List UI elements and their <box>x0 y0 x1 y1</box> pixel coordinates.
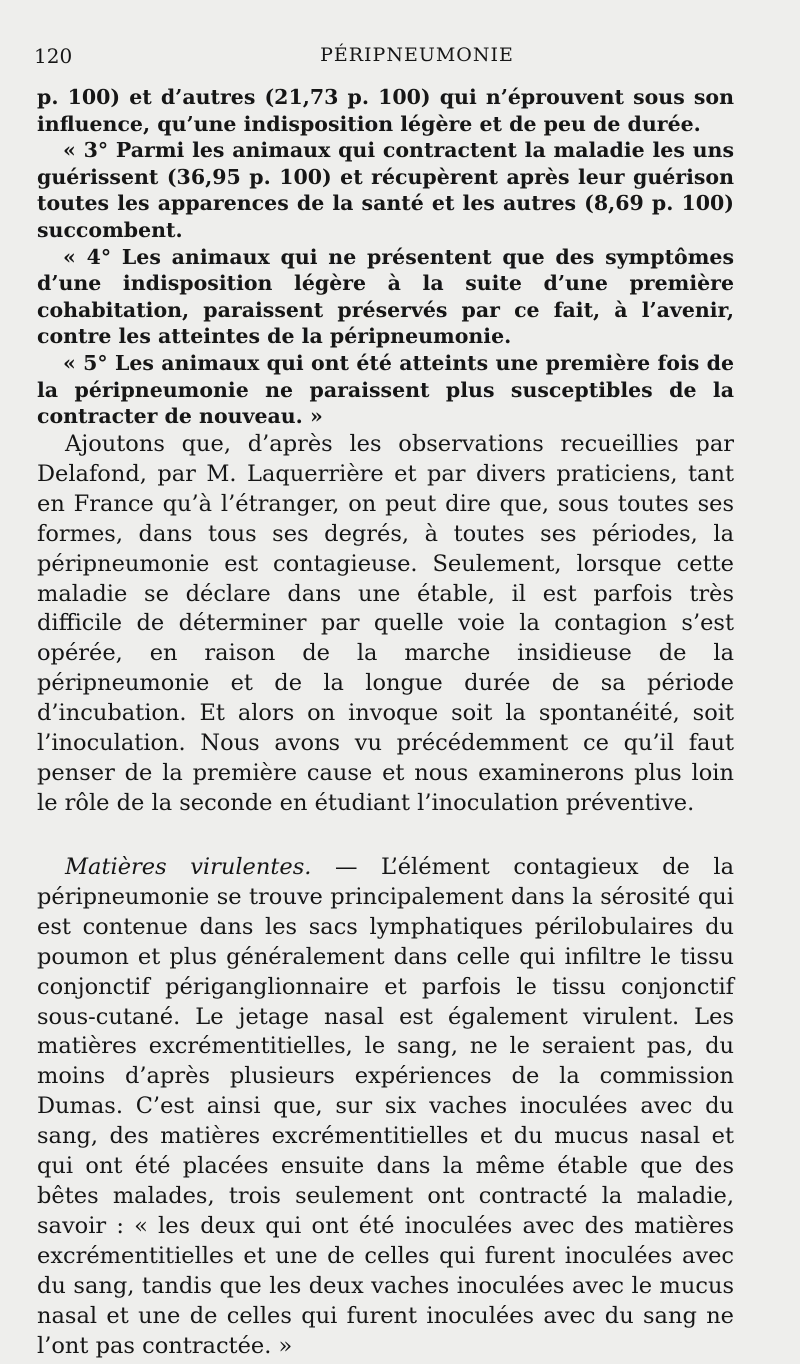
quoted-item-3: « 3° Parmi les animaux qui contractent la maladie les uns guérissent (36,95 p. 100) et récupèrent après leur guérison toutes les apparences de la santé et les autres (8,69 p. 100) succombent. <box>37 138 734 242</box>
section-text: — L’élément contagieux de la péripneumonie se trouve principalement dans la sérosité qui est contenue dans les sacs lymphatiques périlobulaires du poumon et plus généralement dans celle qui infiltre le tissu conjonctif périganglionnaire et parfois le tissu conjonctif sous-cutané. Le jetage nasal est également virulent. Les matières excrémentitielles, le sang, ne le seraient pas, du moins d’après plusieurs expériences de la commission Dumas. C’est ainsi que, sur six vaches inoculées avec du sang, des matières excrémentitielles et du mucus nasal et qui ont été placées ensuite dans la même étable que des bêtes malades, trois seulement ont contracté la maladie, savoir : « les deux qui ont été inoculées avec des matières excrémentitielles et une de celles qui furent inoculées avec du sang, tandis que les deux vaches inoculées avec le mucus nasal et une de celles qui furent inoculées avec du sang ne l’ont pas contractée. » <box>37 854 734 1359</box>
quoted-item-5: « 5° Les animaux qui ont été atteints une première fois de la péripneumonie ne paraissent plus susceptibles de la contracter de nouveau. » <box>37 350 734 429</box>
quoted-findings <box>37 84 734 430</box>
section-heading: Matières virulentes. <box>65 854 312 880</box>
contagion-paragraph <box>37 430 734 819</box>
virulent-matter-section <box>37 853 734 1361</box>
running-head <box>34 44 760 76</box>
quoted-item-4: « 4° Les animaux qui ne présentent que des symptômes d’une indisposition légère à la suite d’une première cohabitation, paraissent préservés par ce fait, à l’avenir, contre les atteintes de la péripneumonie. <box>37 244 734 349</box>
quoted-item-continuation: p. 100) et d’autres (21,73 p. 100) qui n’éprouvent sous son influence, qu’une indisposition légère et de peu de durée. <box>37 85 734 136</box>
page-number: 120 <box>34 44 73 68</box>
body-paragraph: Ajoutons que, d’après les observations recueillies par Delafond, par M. Laquerrière et par divers praticiens, tant en France qu’à l’étranger, on peut dire que, sous toutes ses formes, dans tous ses degrés, à toutes ses périodes, la péripneumonie est contagieuse. Seulement, lorsque cette maladie se déclare dans une étable, il est parfois très difficile de déterminer par quelle voie la contagion s’est opérée, en raison de la marche insidieuse de la péripneumonie et de la longue durée de sa période d’incubation. Et alors on invoque soit la spontanéité, soit l’inoculation. Nous avons vu précédemment ce qu’il faut penser de la première cause et nous examinerons plus loin le rôle de la seconde en étudiant l’inoculation préventive. <box>37 431 734 816</box>
running-title: PÉRIPNEUMONIE <box>320 44 514 66</box>
section-paragraph <box>37 853 734 1361</box>
